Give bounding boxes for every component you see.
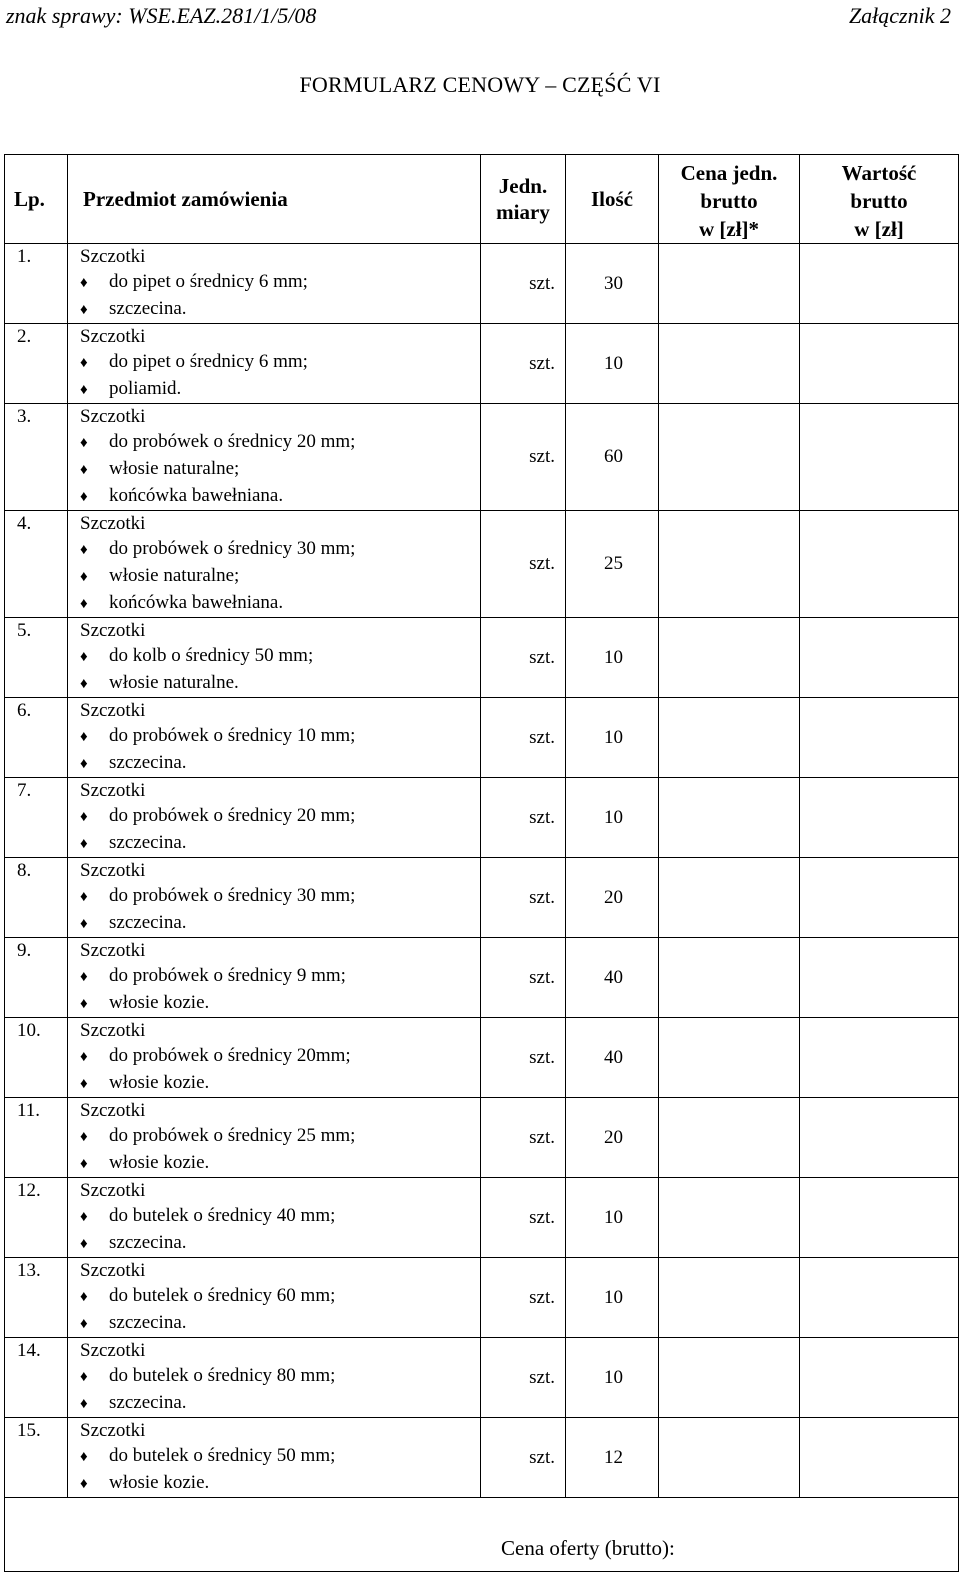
table-row bbox=[5, 244, 959, 324]
item-spec-text: do butelek o średnicy 40 mm; bbox=[109, 1205, 336, 1226]
item-name: Szczotki bbox=[80, 1100, 146, 1121]
unit-price-input-cell[interactable] bbox=[659, 1018, 800, 1098]
item-spec-line bbox=[80, 1070, 480, 1097]
item-spec-line bbox=[80, 723, 480, 750]
unit-cell: szt. bbox=[481, 778, 566, 858]
item-description bbox=[68, 324, 481, 404]
table-row bbox=[5, 1418, 959, 1498]
quantity-cell: 30 bbox=[566, 244, 659, 324]
value-input-cell[interactable] bbox=[800, 1338, 959, 1418]
price-form-table bbox=[4, 154, 959, 1572]
diamond-bullet-icon: ♦ bbox=[80, 302, 88, 318]
quantity-cell: 40 bbox=[566, 938, 659, 1018]
table-row bbox=[5, 698, 959, 778]
item-spec-text: szczecina. bbox=[109, 298, 187, 319]
unit-price-input-cell[interactable] bbox=[659, 1338, 800, 1418]
diamond-bullet-icon: ♦ bbox=[80, 1369, 88, 1385]
item-name: Szczotki bbox=[80, 1260, 146, 1281]
diamond-bullet-icon: ♦ bbox=[80, 355, 88, 371]
quantity-cell: 10 bbox=[566, 698, 659, 778]
item-spec-line bbox=[80, 1203, 480, 1230]
item-spec-text: do pipet o średnicy 6 mm; bbox=[109, 351, 308, 372]
quantity-cell: 10 bbox=[566, 778, 659, 858]
table-row bbox=[5, 618, 959, 698]
item-description bbox=[68, 1098, 481, 1178]
row-number: 1. bbox=[5, 244, 68, 324]
item-spec-line bbox=[80, 963, 480, 990]
unit-cell: szt. bbox=[481, 1018, 566, 1098]
diamond-bullet-icon: ♦ bbox=[80, 1076, 88, 1092]
unit-price-input-cell[interactable] bbox=[659, 938, 800, 1018]
item-spec-text: końcówka bawełniana. bbox=[109, 592, 284, 613]
item-spec-line bbox=[80, 1123, 480, 1150]
item-spec-text: włosie kozie. bbox=[109, 992, 210, 1013]
table-row bbox=[5, 858, 959, 938]
unit-cell: szt. bbox=[481, 698, 566, 778]
unit-cell: szt. bbox=[481, 1098, 566, 1178]
row-number: 5. bbox=[5, 618, 68, 698]
unit-cell: szt. bbox=[481, 324, 566, 404]
row-number: 8. bbox=[5, 858, 68, 938]
row-number: 13. bbox=[5, 1258, 68, 1338]
column-header-value-line2: brutto bbox=[850, 189, 908, 213]
table-header-row bbox=[5, 155, 959, 244]
diamond-bullet-icon: ♦ bbox=[80, 756, 88, 772]
row-number: 3. bbox=[5, 404, 68, 511]
item-spec-line bbox=[80, 456, 480, 483]
item-spec-line bbox=[80, 1470, 480, 1497]
item-spec-line bbox=[80, 563, 480, 590]
value-input-cell[interactable] bbox=[800, 404, 959, 511]
column-header-unit bbox=[481, 155, 566, 244]
item-spec-line bbox=[80, 536, 480, 563]
unit-cell: szt. bbox=[481, 244, 566, 324]
diamond-bullet-icon: ♦ bbox=[80, 729, 88, 745]
value-input-cell[interactable] bbox=[800, 618, 959, 698]
item-name: Szczotki bbox=[80, 700, 146, 721]
unit-cell: szt. bbox=[481, 1258, 566, 1338]
item-spec-line bbox=[80, 376, 480, 403]
value-input-cell[interactable] bbox=[800, 938, 959, 1018]
item-spec-text: włosie naturalne; bbox=[109, 565, 240, 586]
unit-price-input-cell[interactable] bbox=[659, 1418, 800, 1498]
unit-price-input-cell[interactable] bbox=[659, 324, 800, 404]
item-spec-text: do probówek o średnicy 20 mm; bbox=[109, 805, 356, 826]
item-spec-line bbox=[80, 590, 480, 617]
item-description bbox=[68, 938, 481, 1018]
table-row bbox=[5, 1098, 959, 1178]
item-description bbox=[68, 698, 481, 778]
item-description bbox=[68, 511, 481, 618]
diamond-bullet-icon: ♦ bbox=[80, 1049, 88, 1065]
item-spec-line bbox=[80, 670, 480, 697]
diamond-bullet-icon: ♦ bbox=[80, 275, 88, 291]
item-spec-line bbox=[80, 830, 480, 857]
item-spec-line bbox=[80, 1363, 480, 1390]
unit-price-input-cell[interactable] bbox=[659, 1098, 800, 1178]
column-header-item: Przedmiot zamówienia bbox=[68, 155, 481, 244]
column-header-unit-line1: Jedn. bbox=[498, 174, 548, 198]
table-row bbox=[5, 511, 959, 618]
item-spec-text: do kolb o średnicy 50 mm; bbox=[109, 645, 314, 666]
item-spec-line bbox=[80, 1390, 480, 1417]
unit-cell: szt. bbox=[481, 1418, 566, 1498]
table-row bbox=[5, 1338, 959, 1418]
quantity-cell: 20 bbox=[566, 1098, 659, 1178]
quantity-cell: 10 bbox=[566, 324, 659, 404]
item-description bbox=[68, 1178, 481, 1258]
item-spec-line bbox=[80, 803, 480, 830]
column-header-qty: Ilość bbox=[566, 155, 659, 244]
value-input-cell[interactable] bbox=[800, 244, 959, 324]
diamond-bullet-icon: ♦ bbox=[80, 569, 88, 585]
diamond-bullet-icon: ♦ bbox=[80, 1396, 88, 1412]
unit-price-input-cell[interactable] bbox=[659, 511, 800, 618]
column-header-value bbox=[800, 155, 959, 244]
diamond-bullet-icon: ♦ bbox=[80, 1289, 88, 1305]
item-name: Szczotki bbox=[80, 1340, 146, 1361]
diamond-bullet-icon: ♦ bbox=[80, 1449, 88, 1465]
item-spec-text: włosie kozie. bbox=[109, 1472, 210, 1493]
value-input-cell[interactable] bbox=[800, 858, 959, 938]
diamond-bullet-icon: ♦ bbox=[80, 676, 88, 692]
value-input-cell[interactable] bbox=[800, 1178, 959, 1258]
item-description bbox=[68, 404, 481, 511]
item-spec-text: szczecina. bbox=[109, 752, 187, 773]
diamond-bullet-icon: ♦ bbox=[80, 1209, 88, 1225]
item-spec-line bbox=[80, 429, 480, 456]
item-name: Szczotki bbox=[80, 406, 146, 427]
diamond-bullet-icon: ♦ bbox=[80, 382, 88, 398]
item-spec-line bbox=[80, 296, 480, 323]
unit-price-input-cell[interactable] bbox=[659, 778, 800, 858]
total-label: Cena oferty (brutto): bbox=[501, 1536, 675, 1560]
unit-price-input-cell[interactable] bbox=[659, 858, 800, 938]
item-spec-line bbox=[80, 910, 480, 937]
item-spec-text: do butelek o średnicy 50 mm; bbox=[109, 1445, 336, 1466]
diamond-bullet-icon: ♦ bbox=[80, 1316, 88, 1332]
unit-cell: szt. bbox=[481, 1338, 566, 1418]
diamond-bullet-icon: ♦ bbox=[80, 435, 88, 451]
item-name: Szczotki bbox=[80, 326, 146, 347]
diamond-bullet-icon: ♦ bbox=[80, 1476, 88, 1492]
table-row bbox=[5, 1018, 959, 1098]
row-number: 12. bbox=[5, 1178, 68, 1258]
item-spec-text: szczecina. bbox=[109, 912, 187, 933]
quantity-cell: 20 bbox=[566, 858, 659, 938]
item-spec-text: szczecina. bbox=[109, 1312, 187, 1333]
item-spec-line bbox=[80, 1043, 480, 1070]
diamond-bullet-icon: ♦ bbox=[80, 596, 88, 612]
item-spec-text: szczecina. bbox=[109, 1392, 187, 1413]
row-number: 15. bbox=[5, 1418, 68, 1498]
item-spec-line bbox=[80, 1150, 480, 1177]
item-spec-text: włosie kozie. bbox=[109, 1072, 210, 1093]
unit-price-input-cell[interactable] bbox=[659, 1178, 800, 1258]
diamond-bullet-icon: ♦ bbox=[80, 916, 88, 932]
diamond-bullet-icon: ♦ bbox=[80, 462, 88, 478]
row-number: 6. bbox=[5, 698, 68, 778]
row-number: 10. bbox=[5, 1018, 68, 1098]
diamond-bullet-icon: ♦ bbox=[80, 969, 88, 985]
item-description bbox=[68, 778, 481, 858]
attachment-label: Załącznik 2 bbox=[848, 3, 951, 28]
unit-cell: szt. bbox=[481, 858, 566, 938]
column-header-lp: Lp. bbox=[5, 155, 68, 244]
item-spec-line bbox=[80, 483, 480, 510]
item-spec-line bbox=[80, 1443, 480, 1470]
item-spec-text: poliamid. bbox=[109, 378, 182, 399]
item-name: Szczotki bbox=[80, 246, 146, 267]
quantity-cell: 60 bbox=[566, 404, 659, 511]
item-spec-text: do probówek o średnicy 10 mm; bbox=[109, 725, 356, 746]
item-spec-line bbox=[80, 349, 480, 376]
item-spec-text: włosie kozie. bbox=[109, 1152, 210, 1173]
item-spec-text: do butelek o średnicy 60 mm; bbox=[109, 1285, 336, 1306]
column-header-price-line1: Cena jedn. bbox=[680, 161, 778, 185]
unit-cell: szt. bbox=[481, 511, 566, 618]
item-description bbox=[68, 618, 481, 698]
item-description bbox=[68, 1418, 481, 1498]
item-spec-text: do butelek o średnicy 80 mm; bbox=[109, 1365, 336, 1386]
item-spec-text: szczecina. bbox=[109, 832, 187, 853]
case-reference: znak sprawy: WSE.EAZ.281/1/5/08 bbox=[6, 3, 317, 28]
value-input-cell[interactable] bbox=[800, 511, 959, 618]
item-spec-line bbox=[80, 1310, 480, 1337]
column-header-price bbox=[659, 155, 800, 244]
table-row bbox=[5, 324, 959, 404]
item-name: Szczotki bbox=[80, 513, 146, 534]
value-input-cell[interactable] bbox=[800, 1018, 959, 1098]
item-name: Szczotki bbox=[80, 860, 146, 881]
item-description bbox=[68, 1258, 481, 1338]
diamond-bullet-icon: ♦ bbox=[80, 542, 88, 558]
unit-price-input-cell[interactable] bbox=[659, 404, 800, 511]
column-header-price-line2: brutto bbox=[700, 189, 758, 213]
item-spec-text: do probówek o średnicy 20mm; bbox=[109, 1045, 351, 1066]
item-spec-text: włosie naturalne; bbox=[109, 458, 240, 479]
item-spec-text: do pipet o średnicy 6 mm; bbox=[109, 271, 308, 292]
page-title: FORMULARZ CENOWY – CZĘŚĆ VI bbox=[299, 72, 661, 97]
total-row bbox=[5, 1498, 959, 1572]
item-description bbox=[68, 244, 481, 324]
value-input-cell[interactable] bbox=[800, 778, 959, 858]
table-row bbox=[5, 404, 959, 511]
diamond-bullet-icon: ♦ bbox=[80, 996, 88, 1012]
unit-price-input-cell[interactable] bbox=[659, 698, 800, 778]
diamond-bullet-icon: ♦ bbox=[80, 1129, 88, 1145]
value-input-cell[interactable] bbox=[800, 698, 959, 778]
quantity-cell: 10 bbox=[566, 1338, 659, 1418]
row-number: 2. bbox=[5, 324, 68, 404]
item-spec-line bbox=[80, 643, 480, 670]
quantity-cell: 40 bbox=[566, 1018, 659, 1098]
item-spec-line bbox=[80, 750, 480, 777]
unit-price-input-cell[interactable] bbox=[659, 244, 800, 324]
unit-cell: szt. bbox=[481, 404, 566, 511]
column-header-value-line1: Wartość bbox=[841, 161, 917, 185]
item-spec-text: do probówek o średnicy 30 mm; bbox=[109, 538, 356, 559]
table-row bbox=[5, 938, 959, 1018]
item-spec-text: włosie naturalne. bbox=[109, 672, 239, 693]
row-number: 11. bbox=[5, 1098, 68, 1178]
item-name: Szczotki bbox=[80, 1020, 146, 1041]
value-input-cell[interactable] bbox=[800, 1098, 959, 1178]
item-spec-text: do probówek o średnicy 25 mm; bbox=[109, 1125, 356, 1146]
column-header-value-line3: w [zł] bbox=[854, 217, 904, 241]
unit-price-input-cell[interactable] bbox=[659, 618, 800, 698]
item-description bbox=[68, 1338, 481, 1418]
row-number: 7. bbox=[5, 778, 68, 858]
row-number: 9. bbox=[5, 938, 68, 1018]
item-spec-text: szczecina. bbox=[109, 1232, 187, 1253]
column-header-price-line3: w [zł]* bbox=[698, 217, 760, 241]
item-name: Szczotki bbox=[80, 1420, 146, 1441]
item-spec-line bbox=[80, 990, 480, 1017]
diamond-bullet-icon: ♦ bbox=[80, 1236, 88, 1252]
item-spec-text: do probówek o średnicy 30 mm; bbox=[109, 885, 356, 906]
row-number: 4. bbox=[5, 511, 68, 618]
total-cell bbox=[5, 1498, 959, 1572]
item-spec-line bbox=[80, 1283, 480, 1310]
item-spec-text: końcówka bawełniana. bbox=[109, 485, 284, 506]
item-name: Szczotki bbox=[80, 780, 146, 801]
item-spec-line bbox=[80, 269, 480, 296]
table-body bbox=[5, 244, 959, 1498]
item-spec-line bbox=[80, 883, 480, 910]
diamond-bullet-icon: ♦ bbox=[80, 489, 88, 505]
quantity-cell: 10 bbox=[566, 618, 659, 698]
diamond-bullet-icon: ♦ bbox=[80, 836, 88, 852]
value-input-cell[interactable] bbox=[800, 1258, 959, 1338]
diamond-bullet-icon: ♦ bbox=[80, 649, 88, 665]
table-row bbox=[5, 1178, 959, 1258]
quantity-cell: 10 bbox=[566, 1258, 659, 1338]
value-input-cell[interactable] bbox=[800, 324, 959, 404]
quantity-cell: 10 bbox=[566, 1178, 659, 1258]
column-header-unit-line2: miary bbox=[496, 200, 550, 224]
item-description bbox=[68, 1018, 481, 1098]
item-spec-text: do probówek o średnicy 9 mm; bbox=[109, 965, 346, 986]
diamond-bullet-icon: ♦ bbox=[80, 1156, 88, 1172]
quantity-cell: 25 bbox=[566, 511, 659, 618]
item-name: Szczotki bbox=[80, 940, 146, 961]
item-spec-text: do probówek o średnicy 20 mm; bbox=[109, 431, 356, 452]
item-name: Szczotki bbox=[80, 620, 146, 641]
value-input-cell[interactable] bbox=[800, 1418, 959, 1498]
unit-cell: szt. bbox=[481, 938, 566, 1018]
item-spec-line bbox=[80, 1230, 480, 1257]
item-description bbox=[68, 858, 481, 938]
unit-cell: szt. bbox=[481, 618, 566, 698]
table-row bbox=[5, 1258, 959, 1338]
unit-cell: szt. bbox=[481, 1178, 566, 1258]
item-name: Szczotki bbox=[80, 1180, 146, 1201]
diamond-bullet-icon: ♦ bbox=[80, 889, 88, 905]
unit-price-input-cell[interactable] bbox=[659, 1258, 800, 1338]
quantity-cell: 12 bbox=[566, 1418, 659, 1498]
table-row bbox=[5, 778, 959, 858]
diamond-bullet-icon: ♦ bbox=[80, 809, 88, 825]
row-number: 14. bbox=[5, 1338, 68, 1418]
